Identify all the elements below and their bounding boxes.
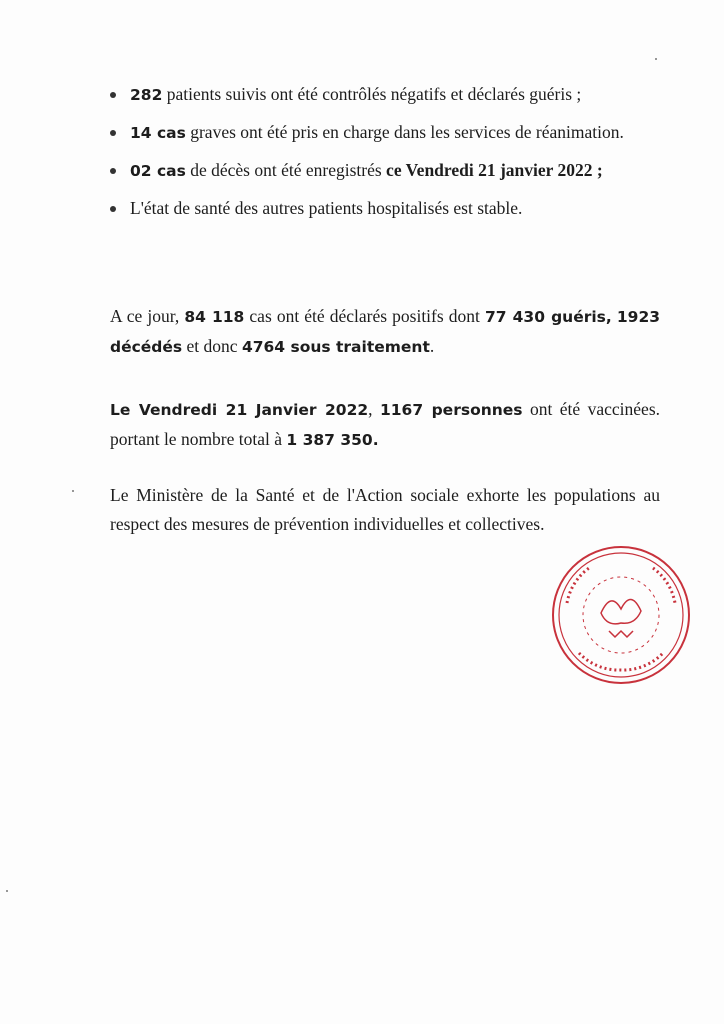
bullet-bold-lead: 282	[130, 86, 163, 104]
bullet-text: L'état de santé des autres patients hospitalisés est stable.	[130, 198, 523, 218]
closing-paragraph: Le Ministère de la Santé et de l'Action sociale exhorte les populations au respect des mesures de prévention individuelles et collectives.	[110, 485, 660, 534]
vaccinated-people: 1167 personnes	[379, 401, 523, 419]
bullet-dot-icon	[110, 206, 116, 212]
stamp-outer-ring	[553, 547, 689, 683]
scan-speck	[6, 890, 8, 892]
status-bullet-list	[110, 80, 660, 231]
bullet-recovered	[110, 80, 660, 110]
bullet-text: patients suivis ont été contrôlés négatifs et déclarés guéris ;	[162, 84, 582, 104]
bullet-dot-icon	[110, 92, 116, 98]
vaccination-date: Le Vendredi 21 Janvier 2022	[110, 401, 369, 419]
bullet-dot-icon	[110, 130, 116, 136]
vaccination-text: ont été vaccinées. portant le nombre total à	[110, 399, 661, 449]
summary-text: A ce jour,	[110, 306, 185, 326]
bullet-bold-lead: 14 cas	[130, 124, 186, 142]
bullet-text: graves ont été pris en charge dans les services de réanimation.	[185, 122, 624, 142]
total-cases: 84 118	[184, 308, 245, 326]
ministry-stamp-seal	[549, 543, 693, 687]
summary-text: .	[429, 336, 435, 356]
bullet-stable	[110, 194, 660, 223]
bullet-severe-cases	[110, 118, 660, 148]
scan-speck	[72, 490, 74, 492]
summary-paragraph	[110, 302, 660, 362]
stamp-emblem-base	[609, 631, 633, 637]
total-deaths: 1923 décédés	[110, 308, 661, 356]
bullet-bold-lead: 02 cas	[130, 162, 186, 180]
bullet-dot-icon	[110, 168, 116, 174]
bullet-bold-date: ce Vendredi 21 janvier 2022 ;	[386, 160, 603, 180]
vaccination-text: ,	[368, 399, 380, 419]
stamp-inner-ring	[559, 553, 683, 677]
bullet-text: de décès ont été enregistrés	[185, 160, 387, 180]
summary-text: cas ont été déclarés positifs dont	[244, 306, 485, 326]
bullet-deaths	[110, 156, 660, 186]
stamp-emblem	[601, 599, 641, 623]
under-treatment: 4764 sous traitement	[241, 338, 430, 356]
vaccinated-total: 1 387 350.	[286, 431, 379, 449]
stamp-center-ring	[583, 577, 659, 653]
vaccination-paragraph	[110, 395, 660, 455]
total-recovered: 77 430 guéris,	[484, 308, 612, 326]
stamp-ring-lettering	[567, 568, 675, 670]
scan-speck	[655, 58, 657, 60]
summary-text: et donc	[182, 336, 242, 356]
